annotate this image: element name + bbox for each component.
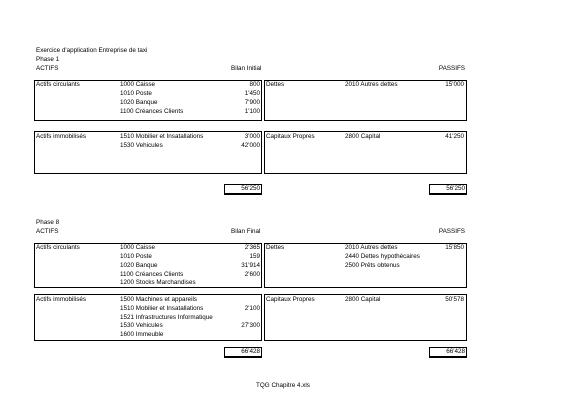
- account-name: 1530 Vehicules: [120, 322, 163, 329]
- account-name: 1100 Créances Clients: [120, 271, 184, 278]
- account-name: 1010 Poste: [120, 253, 152, 260]
- account-name: 1000 Caisse: [120, 81, 156, 88]
- account-name: 1020 Banque: [120, 262, 158, 269]
- account-amount: 159: [249, 253, 260, 260]
- account-name: 1600 Immeuble: [120, 331, 164, 338]
- page-footer: TQG Chapitre 4.xls: [256, 382, 310, 389]
- account-name: 1000 Caisse: [120, 244, 156, 251]
- account-name: 1010 Poste: [120, 90, 152, 97]
- account-amount: 27'300: [241, 322, 260, 329]
- phase1-actifs-header: ACTIFS: [36, 65, 59, 72]
- account-name: 2440 Dettes hypothécaires: [345, 253, 420, 260]
- phase1-bilan-title: Bilan Initial: [231, 65, 262, 72]
- account-amount: 800: [249, 81, 260, 88]
- phase8-total-actifs: 66'428: [241, 348, 260, 355]
- account-amount: 3'000: [244, 133, 260, 140]
- account-name: 1510 Mobilier et Insatallations: [120, 305, 204, 312]
- account-name: 1100 Créances Clients: [120, 108, 184, 115]
- account-name: 1530 Vehicules: [120, 142, 163, 149]
- phase8-actifs-header: ACTIFS: [36, 228, 59, 235]
- phase8-actifs-immobilises-label: Actifs immobilisés: [36, 296, 87, 303]
- account-name: 1510 Mobilier et Insatallations: [120, 133, 204, 140]
- account-name: 2010 Autres dettes: [345, 81, 398, 88]
- phase8-actifs-circulants-label: Actifs circulants: [36, 244, 80, 251]
- document-title: Exercice d'application Entreprise de taxi: [36, 47, 148, 54]
- account-name: 2800 Capital: [345, 133, 381, 140]
- phase1-capitaux-propres-label: Capitaux Propres: [266, 133, 315, 140]
- account-amount: 42'000: [241, 142, 260, 149]
- account-name: 1500 Machines et appareils: [120, 296, 198, 303]
- account-amount: 2'100: [244, 305, 260, 312]
- account-amount: 7'900: [244, 99, 260, 106]
- phase8-capitaux-propres-label: Capitaux Propres: [266, 296, 315, 303]
- account-amount: 2'365: [244, 244, 260, 251]
- account-amount: 15'850: [445, 244, 464, 251]
- account-amount: 50'578: [445, 296, 464, 303]
- phase8-label: Phase 8: [36, 219, 60, 226]
- phase8-bilan-title: Bilan Final: [231, 228, 261, 235]
- account-amount: 2'600: [244, 271, 260, 278]
- phase8-passifs-header: PASSIFS: [438, 228, 465, 235]
- account-amount: 15'000: [445, 81, 464, 88]
- phase1-actifs-circulants-label: Actifs circulants: [36, 81, 80, 88]
- phase8-dettes-label: Dettes: [266, 244, 285, 251]
- phase1-total-actifs: 56'250: [241, 185, 260, 192]
- phase1-actifs-immobilises-label: Actifs immobilisés: [36, 133, 87, 140]
- account-name: 2010 Autres dettes: [345, 244, 398, 251]
- phase1-label: Phase 1: [36, 56, 60, 63]
- account-name: 1521 Infrastructures Informatique: [120, 314, 213, 321]
- phase1-total-passifs: 56'250: [446, 185, 465, 192]
- account-name: 1200 Stocks Marchandises: [120, 279, 196, 286]
- account-amount: 1'450: [244, 90, 260, 97]
- phase8-total-passifs: 66'428: [446, 348, 465, 355]
- phase1-passifs-header: PASSIFS: [438, 65, 465, 72]
- phase1-dettes-label: Dettes: [266, 81, 285, 88]
- account-name: 2500 Prêts obtenus: [345, 262, 400, 269]
- account-amount: 41'250: [445, 133, 464, 140]
- account-amount: 31'914: [241, 262, 260, 269]
- account-name: 2800 Capital: [345, 296, 381, 303]
- account-name: 1020 Banque: [120, 99, 158, 106]
- account-amount: 1'100: [244, 108, 260, 115]
